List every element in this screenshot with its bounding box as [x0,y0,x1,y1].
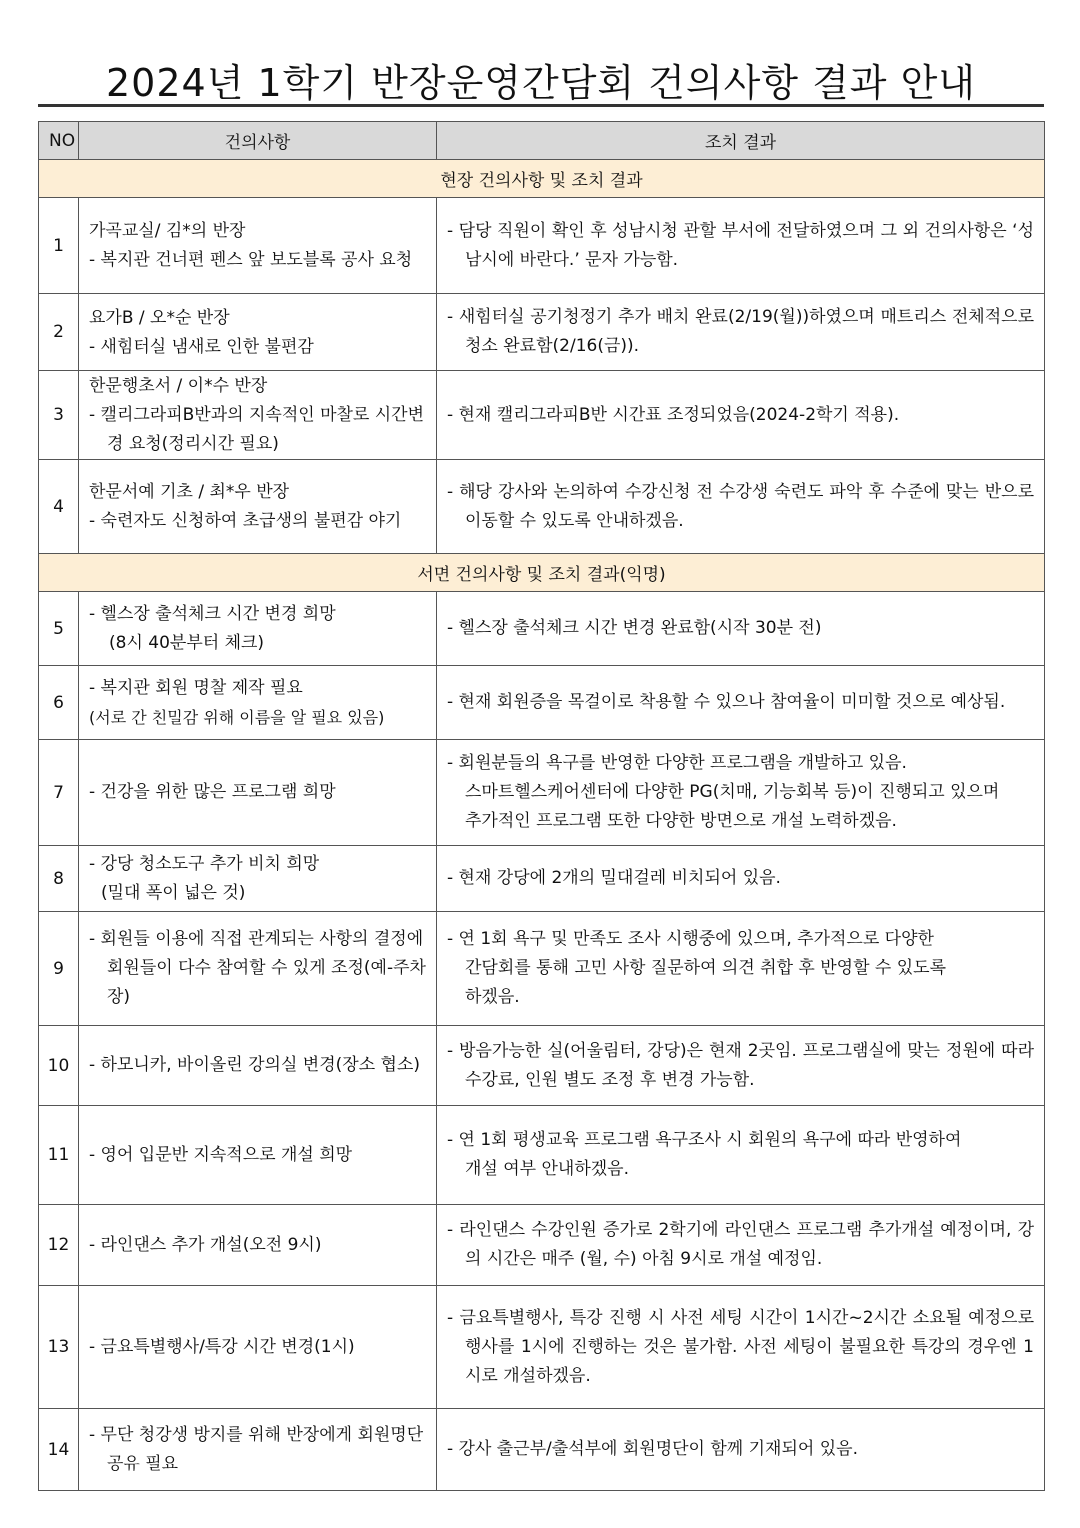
request-cell [79,592,437,666]
result-cell [437,1026,1045,1106]
row-number: 11 [39,1106,79,1205]
request-text: - 건강을 위한 많은 프로그램 희망 [89,782,336,802]
result-cell [437,1205,1045,1286]
row-number: 13 [39,1286,79,1409]
result-text: 하겠음. [465,987,520,1007]
row-number: 2 [39,294,79,371]
result-text: - 현재 회원증을 목걸이로 착용할 수 있으나 참여율이 미미할 것으로 예상됨. [447,692,1006,712]
request-cell [79,1286,437,1409]
request-text: - 숙련자도 신청하여 초급생의 불편감 야기 [89,511,402,531]
result-text: 추가적인 프로그램 또한 다양한 방면으로 개설 노력하겠음. [465,811,897,831]
request-cell [79,294,437,371]
request-text: (서로 간 친밀감 위해 이름을 알 필요 있음) [89,707,385,727]
result-text: - 강사 출근부/출석부에 회원명단이 함께 기재되어 있음. [447,1439,858,1459]
table-row [39,846,1045,912]
row-number: 8 [39,846,79,912]
result-cell [437,740,1045,846]
row-number: 12 [39,1205,79,1286]
page-title: 2024년 1학기 반장운영간담회 건의사항 결과 안내 [105,61,977,105]
result-text: - 해당 강사와 논의하여 수강신청 전 수강생 숙련도 파악 후 수준에 맞는 반으로 이동할 수 있도록 안내하겠음. [447,481,1034,531]
request-cell [79,1205,437,1286]
result-cell [437,1409,1045,1491]
request-cell [79,198,437,294]
request-cell [79,912,437,1026]
result-text: 스마트헬스케어센터에 다양한 PG(치매, 기능회복 등)이 진행되고 있으며 [465,782,1000,802]
result-text: - 담당 직원이 확인 후 성남시청 관할 부서에 전달하였으며 그 외 건의사항은 ‘성남시에 바란다.’ 문자 가능함. [447,220,1034,270]
request-text: - 무단 청강생 방지를 위해 반장에게 회원명단 공유 필요 [89,1424,424,1474]
request-text: (밀대 폭이 넓은 것) [101,882,246,903]
table-row [39,1026,1045,1106]
request-title: 한문서예 기초 / 최*우 반장 [89,482,290,502]
table-row [39,460,1045,554]
request-cell [79,846,437,912]
request-title: 가곡교실/ 김*의 반장 [89,221,246,241]
result-cell [437,912,1045,1026]
request-cell [79,371,437,460]
table-row [39,198,1045,294]
request-cell [79,460,437,554]
request-text: - 헬스장 출석체크 시간 변경 희망 [89,603,336,624]
header-result: 조치 결과 [437,122,1045,160]
request-text: (8시 40분부터 체크) [109,632,265,653]
request-cell [79,666,437,740]
result-cell [437,1106,1045,1205]
request-cell [79,1409,437,1491]
row-number: 6 [39,666,79,740]
result-text: - 회원분들의 욕구를 반영한 다양한 프로그램을 개발하고 있음. [447,753,907,773]
table-row [39,666,1045,740]
request-cell [79,1106,437,1205]
result-cell [437,666,1045,740]
table-row [39,1286,1045,1409]
request-text: - 라인댄스 추가 개설(오전 9시) [89,1234,322,1255]
result-text: - 연 1회 평생교육 프로그램 욕구조사 시 회원의 욕구에 따라 반영하여 [447,1130,962,1150]
result-cell [437,460,1045,554]
table-row [39,592,1045,666]
result-text: 개설 여부 안내하겠음. [465,1159,630,1179]
table-row [39,912,1045,1026]
result-cell [437,846,1045,912]
request-text: - 복지관 회원 명찰 제작 필요 [89,677,303,698]
row-number: 14 [39,1409,79,1491]
request-cell [79,740,437,846]
request-title: 요가B / 오*순 반장 [89,307,230,328]
title-underline [38,104,1044,107]
section-row-written [39,554,1045,592]
row-number: 10 [39,1026,79,1106]
request-text: - 강당 청소도구 추가 비치 희망 [89,853,320,874]
result-cell [437,198,1045,294]
table-row [39,371,1045,460]
row-number: 7 [39,740,79,846]
result-text: - 현재 강당에 2개의 밀대걸레 비치되어 있음. [447,868,781,888]
section-label: 서면 건의사항 및 조치 결과(익명) [39,554,1045,592]
request-text: - 복지관 건너편 펜스 앞 보도블록 공사 요청 [89,250,413,270]
section-label: 현장 건의사항 및 조치 결과 [39,160,1045,198]
request-text: - 회원들 이용에 직접 관계되는 사항의 결정에 회원들이 다수 참여할 수 있게 조정(예-주차장) [89,929,426,1007]
request-text: - 금요특별행사/특강 시간 변경(1시) [89,1336,355,1357]
result-text: - 금요특별행사, 특강 진행 시 사전 세팅 시간이 1시간~2시간 소요될 예정으로 행사를 1시에 진행하는 것은 불가함. 사전 세팅이 불필요한 특강의 경우엔 1시로 개설하겠음. [447,1307,1034,1386]
suggestions-table [38,121,1045,1491]
section-row-onsite [39,160,1045,198]
result-text: - 방음가능한 실(어울림터, 강당)은 현재 2곳임. 프로그램실에 맞는 정원에 따라 수강료, 인원 별도 조정 후 변경 가능함. [447,1040,1034,1090]
request-text: - 새힘터실 냄새로 인한 불편감 [89,336,314,357]
request-cell [79,1026,437,1106]
table-header-row [39,122,1045,160]
result-cell [437,371,1045,460]
row-number: 5 [39,592,79,666]
result-text: - 라인댄스 수강인원 증가로 2학기에 라인댄스 프로그램 추가개설 예정이며, 강의 시간은 매주 (월, 수) 아침 9시로 개설 예정임. [447,1220,1034,1269]
request-text: - 캘리그라피B반과의 지속적인 마찰로 시간변경 요청(정리시간 필요) [89,405,425,454]
result-text: - 새힘터실 공기청정기 추가 배치 완료(2/19(월))하였으며 매트리스 전체적으로 청소 완료함(2/16(금)). [447,307,1034,356]
table-row [39,1409,1045,1491]
row-number: 3 [39,371,79,460]
row-number: 1 [39,198,79,294]
request-title: 한문행초서 / 이*수 반장 [89,376,268,396]
result-text: 간담회를 통해 고민 사항 질문하여 의견 취합 후 반영할 수 있도록 [465,958,947,978]
table-row [39,1205,1045,1286]
result-cell [437,592,1045,666]
table-row [39,740,1045,846]
header-no: NO [39,122,79,160]
result-cell [437,1286,1045,1409]
request-text: - 하모니카, 바이올린 강의실 변경(장소 협소) [89,1055,420,1075]
result-text: - 헬스장 출석체크 시간 변경 완료함(시작 30분 전) [447,618,822,638]
row-number: 9 [39,912,79,1026]
result-text: - 현재 캘리그라피B반 시간표 조정되었음(2024-2학기 적용). [447,404,900,425]
header-request: 건의사항 [79,122,437,160]
result-cell [437,294,1045,371]
result-text: - 연 1회 욕구 및 만족도 조사 시행중에 있으며, 추가적으로 다양한 [447,929,934,949]
table-row [39,1106,1045,1205]
row-number: 4 [39,460,79,554]
table-row [39,294,1045,371]
request-text: - 영어 입문반 지속적으로 개설 희망 [89,1144,353,1165]
